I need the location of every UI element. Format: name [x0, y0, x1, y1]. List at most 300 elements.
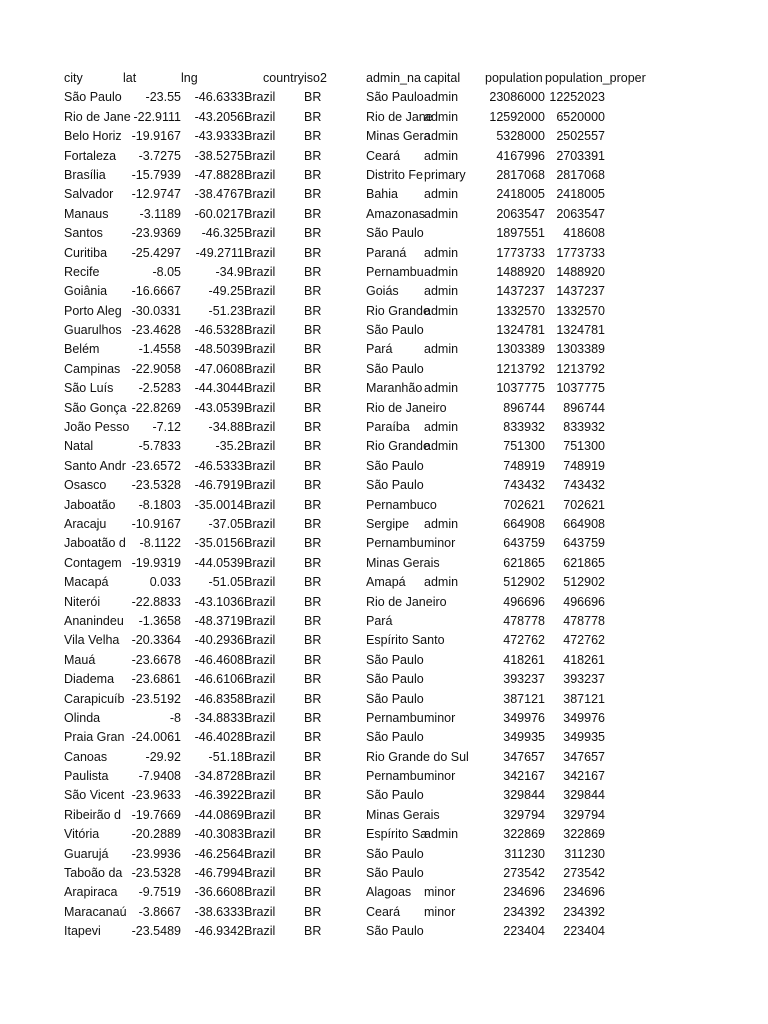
cell-iso2[interactable]: BR	[304, 730, 322, 745]
cell-country[interactable]: Brazil	[244, 866, 276, 881]
cell-country[interactable]: Brazil	[244, 594, 276, 609]
cell-city[interactable]: Goiânia	[64, 284, 108, 299]
cell-city[interactable]: Belém	[64, 342, 100, 357]
cell-lat[interactable]: -25.4297	[131, 245, 181, 260]
cell-country[interactable]: Brazil	[244, 710, 276, 725]
cell-city[interactable]: Guarujá	[64, 846, 109, 861]
cell-country[interactable]: Brazil	[244, 904, 276, 919]
cell-population-proper[interactable]: 2063547	[556, 206, 605, 221]
cell-admin-name[interactable]: Espírito Santo	[366, 633, 445, 648]
cell-lat[interactable]: -9.7519	[138, 885, 181, 900]
cell-population[interactable]: 1773733	[496, 245, 545, 260]
cell-country[interactable]: Brazil	[244, 206, 276, 221]
cell-city[interactable]: São Luís	[64, 381, 114, 396]
cell-city[interactable]: Campinas	[64, 361, 121, 376]
cell-lat[interactable]: -22.9111	[133, 109, 181, 124]
cell-population[interactable]: 472762	[503, 633, 545, 648]
cell-population-proper[interactable]: 743432	[563, 478, 605, 493]
cell-admin-name[interactable]: Sergipe	[366, 516, 410, 531]
cell-capital[interactable]	[424, 593, 485, 612]
cell-lng[interactable]: -46.3922	[194, 788, 244, 803]
cell-iso2[interactable]: BR	[304, 613, 322, 628]
cell-capital[interactable]	[424, 399, 485, 418]
cell-population-proper[interactable]: 349976	[563, 710, 605, 725]
cell-city[interactable]: Praia Gran	[64, 730, 125, 745]
cell-population-proper[interactable]: 273542	[563, 866, 605, 881]
cell-lng[interactable]: -35.0014	[194, 497, 244, 512]
cell-capital[interactable]: admin	[424, 187, 459, 202]
cell-iso2[interactable]: BR	[304, 323, 322, 338]
cell-iso2[interactable]: BR	[304, 633, 322, 648]
cell-population-proper[interactable]: 496696	[563, 594, 605, 609]
cell-lat[interactable]: -7.9408	[138, 769, 181, 784]
cell-iso2[interactable]: BR	[304, 769, 322, 784]
cell-admin-name[interactable]: Ceará	[366, 904, 401, 919]
cell-admin-name[interactable]: Paraíba	[366, 420, 410, 435]
cell-lat[interactable]: -3.7275	[138, 148, 181, 163]
cell-population-proper[interactable]: 896744	[563, 400, 605, 415]
cell-country[interactable]: Brazil	[244, 420, 276, 435]
cell-admin-name[interactable]: Pernambu	[366, 769, 424, 784]
cell-city[interactable]: Aracaju	[64, 516, 107, 531]
cell-iso2[interactable]: BR	[304, 885, 322, 900]
cell-capital[interactable]: admin	[424, 439, 459, 454]
cell-city[interactable]: Santos	[64, 226, 103, 241]
cell-lat[interactable]: -29.92	[145, 749, 181, 764]
cell-admin-name[interactable]: Ceará	[366, 148, 401, 163]
cell-population-proper[interactable]: 342167	[563, 769, 605, 784]
cell-capital[interactable]: minor	[424, 710, 456, 725]
cell-country[interactable]: Brazil	[244, 90, 276, 105]
cell-lng[interactable]: -40.3083	[194, 827, 244, 842]
cell-city[interactable]: Ananindeu	[64, 613, 124, 628]
cell-country[interactable]: Brazil	[244, 361, 276, 376]
cell-iso2[interactable]: BR	[304, 109, 322, 124]
cell-admin-name[interactable]: São Paulo	[366, 672, 424, 687]
cell-iso2[interactable]: BR	[304, 129, 322, 144]
cell-lng[interactable]: -43.2056	[194, 109, 244, 124]
cell-iso2[interactable]: BR	[304, 672, 322, 687]
cell-iso2[interactable]: BR	[304, 807, 322, 822]
cell-country[interactable]: Brazil	[244, 827, 276, 842]
cell-capital[interactable]	[424, 631, 485, 650]
header-city[interactable]: city	[64, 71, 83, 85]
cell-city[interactable]: São Paulo	[64, 90, 122, 105]
cell-country[interactable]: Brazil	[244, 924, 276, 939]
cell-lng[interactable]: -37.05	[208, 516, 244, 531]
cell-population[interactable]: 621865	[503, 555, 545, 570]
cell-lat[interactable]: -2.5283	[138, 381, 181, 396]
cell-population-proper[interactable]: 621865	[563, 555, 605, 570]
cell-iso2[interactable]: BR	[304, 652, 322, 667]
cell-lat[interactable]: -16.6667	[131, 284, 181, 299]
cell-lat[interactable]: -19.9167	[131, 129, 181, 144]
header-population-proper[interactable]: population_proper	[545, 71, 646, 85]
cell-iso2[interactable]: BR	[304, 361, 322, 376]
cell-lat[interactable]: -1.3658	[138, 613, 181, 628]
cell-lat[interactable]: -30.0331	[131, 303, 181, 318]
cell-capital[interactable]: admin	[424, 575, 459, 590]
cell-country[interactable]: Brazil	[244, 187, 276, 202]
cell-country[interactable]: Brazil	[244, 109, 276, 124]
cell-lng[interactable]: -46.5333	[194, 458, 244, 473]
cell-population-proper[interactable]: 748919	[563, 458, 605, 473]
cell-country[interactable]: Brazil	[244, 516, 276, 531]
cell-population[interactable]: 311230	[504, 846, 545, 861]
cell-country[interactable]: Brazil	[244, 264, 276, 279]
cell-population[interactable]: 478778	[503, 613, 545, 628]
cell-population-proper[interactable]: 751300	[563, 439, 605, 454]
header-admin-name[interactable]: admin_na	[366, 71, 421, 85]
cell-admin-name[interactable]: São Paulo	[366, 323, 424, 338]
cell-lat[interactable]: -7.12	[152, 420, 181, 435]
cell-city[interactable]: Olinda	[64, 710, 101, 725]
cell-iso2[interactable]: BR	[304, 167, 322, 182]
cell-lng[interactable]: -49.25	[208, 284, 244, 299]
cell-lat[interactable]: -19.7669	[131, 807, 181, 822]
cell-admin-name[interactable]: São Paulo	[366, 866, 424, 881]
cell-admin-name[interactable]: Distrito Fe	[366, 167, 423, 182]
cell-city[interactable]: Jaboatão	[64, 497, 116, 512]
cell-country[interactable]: Brazil	[244, 846, 276, 861]
cell-lng[interactable]: -43.1036	[194, 594, 244, 609]
cell-iso2[interactable]: BR	[304, 555, 322, 570]
cell-lat[interactable]: -23.9633	[131, 788, 181, 803]
cell-lng[interactable]: -44.0539	[194, 555, 244, 570]
cell-city[interactable]: Contagem	[64, 555, 122, 570]
cell-iso2[interactable]: BR	[304, 846, 322, 861]
cell-population-proper[interactable]: 12252023	[549, 90, 605, 105]
cell-population[interactable]: 1488920	[496, 264, 545, 279]
cell-population[interactable]: 643759	[503, 536, 545, 551]
cell-admin-name[interactable]: São Paulo	[366, 226, 424, 241]
cell-lat[interactable]: 0.033	[149, 575, 181, 590]
cell-lat[interactable]: -8.1803	[138, 497, 181, 512]
cell-admin-name[interactable]: Goiás	[366, 284, 399, 299]
cell-lng[interactable]: -51.05	[208, 575, 244, 590]
cell-population-proper[interactable]: 1037775	[556, 381, 605, 396]
cell-lng[interactable]: -46.325	[201, 226, 244, 241]
cell-population-proper[interactable]: 512902	[563, 575, 605, 590]
cell-admin-name[interactable]: Pernambu	[366, 264, 424, 279]
cell-lng[interactable]: -46.7919	[194, 478, 244, 493]
cell-population-proper[interactable]: 322869	[563, 827, 605, 842]
cell-population-proper[interactable]: 2418005	[556, 187, 605, 202]
cell-lng[interactable]: -43.9333	[194, 129, 244, 144]
cell-lat[interactable]: -22.8269	[131, 400, 181, 415]
cell-city[interactable]: Macapá	[64, 575, 109, 590]
cell-capital[interactable]: admin	[424, 827, 459, 842]
cell-population[interactable]: 664908	[503, 516, 545, 531]
cell-population-proper[interactable]: 311230	[564, 846, 605, 861]
cell-capital[interactable]: primary	[424, 167, 466, 182]
cell-iso2[interactable]: BR	[304, 516, 322, 531]
cell-population[interactable]: 496696	[503, 594, 545, 609]
cell-country[interactable]: Brazil	[244, 439, 276, 454]
cell-population[interactable]: 342167	[503, 769, 545, 784]
cell-population-proper[interactable]: 387121	[563, 691, 605, 706]
cell-lng[interactable]: -46.6106	[194, 672, 244, 687]
cell-population[interactable]: 1324781	[496, 323, 545, 338]
cell-population-proper[interactable]: 329794	[563, 807, 605, 822]
cell-admin-name[interactable]: São Paulo	[366, 652, 424, 667]
cell-country[interactable]: Brazil	[244, 478, 276, 493]
cell-iso2[interactable]: BR	[304, 381, 322, 396]
cell-country[interactable]: Brazil	[244, 497, 276, 512]
cell-iso2[interactable]: BR	[304, 439, 322, 454]
cell-capital[interactable]	[424, 651, 485, 670]
cell-lat[interactable]: -20.2889	[131, 827, 181, 842]
cell-population-proper[interactable]: 329844	[563, 788, 605, 803]
cell-lat[interactable]: -23.6572	[131, 458, 181, 473]
cell-population[interactable]: 12592000	[489, 109, 545, 124]
cell-population[interactable]: 702621	[503, 497, 545, 512]
cell-population[interactable]: 4167996	[496, 148, 545, 163]
cell-capital[interactable]	[424, 612, 485, 631]
cell-capital[interactable]: admin	[424, 206, 459, 221]
cell-population[interactable]: 329794	[503, 807, 545, 822]
cell-lng[interactable]: -44.0869	[194, 807, 244, 822]
cell-city[interactable]: Porto Aleg	[64, 303, 122, 318]
cell-lng[interactable]: -46.2564	[194, 846, 244, 861]
cell-city[interactable]: Santo Andr	[64, 458, 126, 473]
cell-city[interactable]: Niterói	[64, 594, 101, 609]
cell-lng[interactable]: -60.0217	[194, 206, 244, 221]
cell-population[interactable]: 2817068	[496, 167, 545, 182]
cell-lat[interactable]: -19.9319	[131, 555, 181, 570]
cell-admin-name[interactable]: Maranhão	[366, 381, 423, 396]
cell-admin-name[interactable]: Rio de Janeiro	[366, 594, 447, 609]
cell-country[interactable]: Brazil	[244, 730, 276, 745]
cell-admin-name[interactable]: São Paulo	[366, 361, 424, 376]
cell-lng[interactable]: -46.9342	[194, 924, 244, 939]
cell-lng[interactable]: -35.0156	[194, 536, 244, 551]
cell-capital[interactable]: admin	[424, 148, 459, 163]
cell-admin-name[interactable]: Amapá	[366, 575, 406, 590]
cell-admin-name[interactable]: Rio de Janeiro	[366, 400, 447, 415]
cell-admin-name[interactable]: Minas Gerais	[366, 555, 440, 570]
cell-lat[interactable]: -23.4628	[131, 323, 181, 338]
cell-population-proper[interactable]: 1488920	[556, 264, 605, 279]
cell-population[interactable]: 349935	[503, 730, 545, 745]
cell-iso2[interactable]: BR	[304, 749, 322, 764]
cell-population-proper[interactable]: 1324781	[556, 323, 605, 338]
cell-country[interactable]: Brazil	[244, 148, 276, 163]
cell-city[interactable]: Vila Velha	[64, 633, 120, 648]
cell-lng[interactable]: -36.6608	[194, 885, 244, 900]
cell-capital[interactable]	[424, 321, 485, 340]
cell-lng[interactable]: -46.4608	[194, 652, 244, 667]
cell-population-proper[interactable]: 2703391	[556, 148, 605, 163]
cell-city[interactable]: Jaboatão d	[64, 536, 126, 551]
cell-admin-name[interactable]: São Paulo	[366, 924, 424, 939]
cell-city[interactable]: Natal	[64, 439, 94, 454]
cell-city[interactable]: Rio de Jane	[64, 109, 131, 124]
cell-city[interactable]: São Vicent	[64, 788, 125, 803]
cell-population[interactable]: 1437237	[496, 284, 545, 299]
cell-lat[interactable]: -8.05	[152, 264, 181, 279]
cell-iso2[interactable]: BR	[304, 342, 322, 357]
cell-city[interactable]: Itapevi	[64, 924, 101, 939]
cell-iso2[interactable]: BR	[304, 148, 322, 163]
cell-population[interactable]: 393237	[503, 672, 545, 687]
cell-city[interactable]: Arapiraca	[64, 885, 118, 900]
cell-iso2[interactable]: BR	[304, 497, 322, 512]
cell-iso2[interactable]: BR	[304, 575, 322, 590]
cell-iso2[interactable]: BR	[304, 478, 322, 493]
cell-city[interactable]: Taboão da	[64, 866, 123, 881]
cell-population[interactable]: 273542	[503, 866, 545, 881]
cell-country[interactable]: Brazil	[244, 691, 276, 706]
cell-population-proper[interactable]: 1332570	[556, 303, 605, 318]
cell-lng[interactable]: -46.6333	[194, 90, 244, 105]
cell-population[interactable]: 5328000	[496, 129, 545, 144]
cell-population-proper[interactable]: 1773733	[556, 245, 605, 260]
cell-capital[interactable]	[424, 786, 485, 805]
cell-population[interactable]: 234696	[503, 885, 545, 900]
cell-country[interactable]: Brazil	[244, 226, 276, 241]
cell-population[interactable]: 329844	[503, 788, 545, 803]
header-iso2[interactable]: iso2	[304, 71, 327, 85]
cell-lat[interactable]: -23.6678	[131, 652, 181, 667]
cell-capital[interactable]: minor	[424, 536, 456, 551]
cell-admin-name[interactable]: São Paulo	[366, 788, 424, 803]
cell-city[interactable]: Ribeirão d	[64, 807, 121, 822]
cell-iso2[interactable]: BR	[304, 303, 322, 318]
cell-population[interactable]: 349976	[503, 710, 545, 725]
cell-population[interactable]: 896744	[503, 400, 545, 415]
cell-city[interactable]: Brasília	[64, 167, 106, 182]
cell-population-proper[interactable]: 393237	[563, 672, 605, 687]
cell-capital[interactable]: admin	[424, 284, 459, 299]
cell-city[interactable]: Osasco	[64, 478, 107, 493]
cell-admin-name[interactable]: Espírito Sa	[366, 827, 428, 842]
cell-capital[interactable]	[424, 554, 485, 573]
cell-lng[interactable]: -34.9	[215, 264, 244, 279]
cell-population-proper[interactable]: 702621	[563, 497, 605, 512]
cell-lng[interactable]: -48.5039	[194, 342, 244, 357]
cell-lat[interactable]: -23.9369	[131, 226, 181, 241]
cell-lat[interactable]: -22.9058	[131, 361, 181, 376]
cell-capital[interactable]	[424, 728, 485, 747]
cell-iso2[interactable]: BR	[304, 420, 322, 435]
cell-admin-name[interactable]: São Paulo	[366, 846, 424, 861]
cell-population[interactable]: 322869	[503, 827, 545, 842]
cell-admin-name[interactable]: Pernambuco	[366, 497, 437, 512]
cell-lat[interactable]: -22.8833	[131, 594, 181, 609]
cell-population-proper[interactable]: 1437237	[556, 284, 605, 299]
cell-admin-name[interactable]: Rio Grande	[366, 303, 430, 318]
cell-lat[interactable]: -5.7833	[138, 439, 181, 454]
cell-country[interactable]: Brazil	[244, 129, 276, 144]
cell-lat[interactable]: -23.6861	[131, 672, 181, 687]
cell-lat[interactable]: -8	[169, 710, 181, 725]
cell-capital[interactable]: admin	[424, 245, 459, 260]
cell-capital[interactable]	[424, 670, 485, 689]
cell-capital[interactable]	[424, 496, 485, 515]
cell-capital[interactable]: admin	[424, 90, 459, 105]
header-population[interactable]: population	[485, 71, 543, 85]
cell-country[interactable]: Brazil	[244, 672, 276, 687]
cell-admin-name[interactable]: Pará	[366, 613, 393, 628]
cell-population[interactable]: 1332570	[496, 303, 545, 318]
cell-iso2[interactable]: BR	[304, 458, 322, 473]
cell-lat[interactable]: -3.1189	[139, 206, 181, 221]
cell-lng[interactable]: -51.23	[208, 303, 244, 318]
cell-lat[interactable]: -23.5192	[131, 691, 181, 706]
cell-capital[interactable]	[424, 864, 485, 883]
cell-lng[interactable]: -34.8833	[194, 710, 244, 725]
cell-iso2[interactable]: BR	[304, 710, 322, 725]
cell-capital[interactable]: admin	[424, 303, 459, 318]
cell-population[interactable]: 512902	[503, 575, 545, 590]
cell-iso2[interactable]: BR	[304, 904, 322, 919]
cell-population[interactable]: 833932	[503, 420, 545, 435]
cell-lat[interactable]: -23.5489	[131, 924, 181, 939]
cell-country[interactable]: Brazil	[244, 381, 276, 396]
cell-admin-name[interactable]: São Paulo	[366, 90, 424, 105]
cell-city[interactable]: Paulista	[64, 769, 109, 784]
cell-admin-name[interactable]: São Paulo	[366, 691, 424, 706]
cell-lng[interactable]: -38.6333	[194, 904, 244, 919]
cell-lng[interactable]: -38.5275	[194, 148, 244, 163]
cell-lat[interactable]: -24.0061	[131, 730, 181, 745]
cell-capital[interactable]: minor	[424, 885, 456, 900]
cell-country[interactable]: Brazil	[244, 575, 276, 590]
cell-country[interactable]: Brazil	[244, 652, 276, 667]
cell-lat[interactable]: -10.9167	[131, 516, 181, 531]
cell-capital[interactable]	[424, 845, 485, 864]
cell-iso2[interactable]: BR	[304, 691, 322, 706]
cell-capital[interactable]: minor	[424, 904, 456, 919]
cell-iso2[interactable]: BR	[304, 284, 322, 299]
cell-lng[interactable]: -46.5328	[194, 323, 244, 338]
cell-lat[interactable]: -15.7939	[131, 167, 181, 182]
cell-population-proper[interactable]: 2502557	[556, 129, 605, 144]
cell-admin-name[interactable]: São Paulo	[366, 730, 424, 745]
cell-lng[interactable]: -46.8358	[194, 691, 244, 706]
cell-capital[interactable]: admin	[424, 342, 459, 357]
cell-population-proper[interactable]: 1303389	[556, 342, 605, 357]
cell-population[interactable]: 387121	[503, 691, 545, 706]
cell-population-proper[interactable]: 418261	[563, 652, 605, 667]
cell-city[interactable]: Carapicuíb	[64, 691, 125, 706]
cell-population[interactable]: 1213792	[496, 361, 545, 376]
cell-capital[interactable]	[424, 690, 485, 709]
cell-lat[interactable]: -23.55	[145, 90, 181, 105]
cell-admin-name[interactable]: Pernambu	[366, 710, 424, 725]
cell-country[interactable]: Brazil	[244, 769, 276, 784]
cell-admin-name[interactable]: São Paulo	[366, 458, 424, 473]
cell-country[interactable]: Brazil	[244, 303, 276, 318]
cell-admin-name[interactable]: Alagoas	[366, 885, 412, 900]
header-lng[interactable]: lng	[181, 71, 198, 85]
cell-iso2[interactable]: BR	[304, 187, 322, 202]
cell-lat[interactable]: -12.9747	[131, 187, 181, 202]
cell-country[interactable]: Brazil	[244, 245, 276, 260]
cell-population[interactable]: 347657	[503, 749, 545, 764]
cell-capital[interactable]: admin	[424, 420, 459, 435]
cell-iso2[interactable]: BR	[304, 206, 322, 221]
cell-population-proper[interactable]: 664908	[563, 516, 605, 531]
cell-lat[interactable]: -23.9936	[131, 846, 181, 861]
cell-country[interactable]: Brazil	[244, 458, 276, 473]
cell-population-proper[interactable]: 418608	[563, 226, 605, 241]
cell-capital[interactable]	[424, 922, 485, 941]
cell-city[interactable]: Manaus	[64, 206, 109, 221]
cell-capital[interactable]	[424, 748, 485, 767]
cell-country[interactable]: Brazil	[244, 613, 276, 628]
